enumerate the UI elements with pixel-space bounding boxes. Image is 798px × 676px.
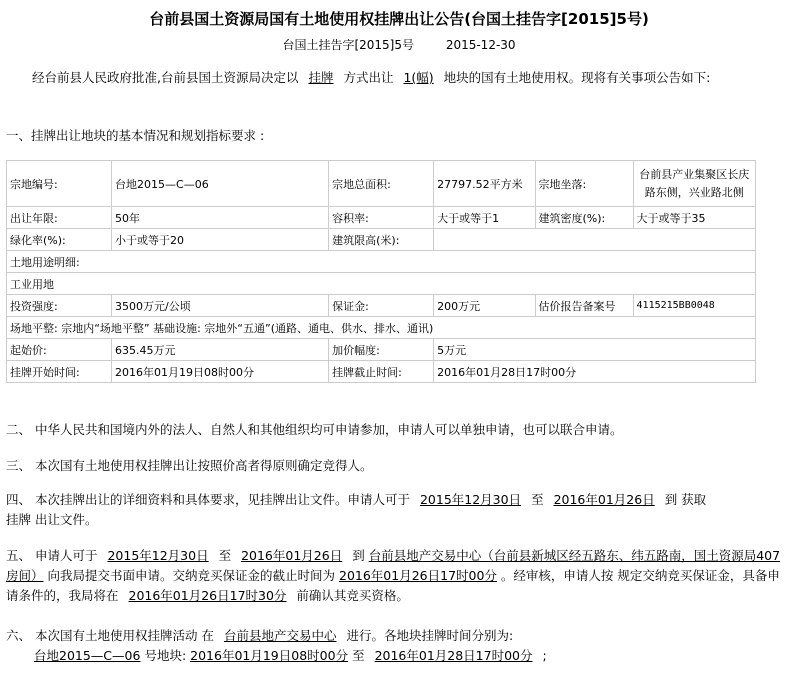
table-cell: 投资强度:: [7, 295, 112, 317]
table-cell: 台前县产业集聚区长庆路东侧，兴业路北侧: [633, 161, 755, 207]
table-cell: 挂牌截止时间:: [329, 361, 434, 383]
table-row: [7, 251, 756, 273]
s5-text: 向我局提交书面申请。交纳竞买保证金的截止时间为: [47, 568, 336, 583]
table-row: [7, 207, 756, 229]
table-cell: 土地用途明细:: [7, 251, 756, 273]
s4-end-date[interactable]: 2016年01月26日: [553, 492, 655, 507]
table-cell: 宗地总面积:: [329, 161, 434, 207]
table-cell: 台地2015—C—06: [112, 161, 329, 207]
section-3: 三、 本次国有土地使用权挂牌出让按照价高者得原则确定竞得人。: [6, 458, 373, 473]
table-cell: 绿化率(%):: [7, 229, 112, 251]
table-cell: 宗地编号:: [7, 161, 112, 207]
table-cell: 加价幅度:: [329, 339, 434, 361]
s5-text: 。经审核，申请人按: [500, 568, 614, 583]
s6-start-time[interactable]: 2016年01月19日08时00分: [190, 648, 349, 663]
table-cell: [434, 229, 756, 251]
doc-meta: [0, 36, 798, 53]
table-cell: 宗地坐落:: [535, 161, 633, 207]
s4-text: 四、 本次挂牌出让的详细资料和具体要求，见挂牌出让文件。申请人可于: [6, 492, 410, 507]
s5-end-date[interactable]: 2016年01月26日: [241, 548, 343, 563]
s5-deadline[interactable]: 2016年01月26日17时00分: [339, 568, 497, 583]
table-cell: 容积率:: [329, 207, 434, 229]
parcel-table: [6, 160, 756, 383]
table-cell: 大于或等于1: [434, 207, 535, 229]
doc-date: 2015-12-30: [445, 38, 516, 52]
s5-confirm-time[interactable]: 2016年01月26日17时30分: [128, 588, 287, 603]
s4-text: 至: [531, 492, 544, 507]
section-1-heading: 一、挂牌出让地块的基本情况和规划指标要求 :: [6, 128, 265, 143]
table-row: [7, 295, 756, 317]
s5-text: 规定交纳竞买保证金，具备申请条件的，我局将在: [6, 568, 780, 603]
s5-place[interactable]: 台前县地产交易中心（台前县新城区经五路东、纬五路南，国土资源局407房间）: [6, 548, 781, 583]
table-cell: 估价报告备案号: [535, 295, 633, 317]
table-row: [7, 229, 756, 251]
table-cell: 5万元: [434, 339, 756, 361]
table-cell: 27797.52平方米: [434, 161, 535, 207]
table-cell: 建筑密度(%):: [535, 207, 633, 229]
s4-text: 挂牌 出让文件。: [6, 512, 98, 527]
table-row: [7, 317, 756, 339]
intro-paragraph: [6, 68, 792, 88]
s5-text: 前确认其竞买资格。: [296, 588, 409, 603]
table-cell: 635.45万元: [112, 339, 329, 361]
s6-text: 进行。各地块挂牌时间分别为:: [346, 628, 514, 643]
s5-text: 至: [218, 548, 232, 563]
s4-text: 到 获取: [664, 492, 707, 507]
s5-text: 五、 申请人可于: [6, 548, 98, 563]
s6-text: 号地块:: [144, 648, 187, 663]
s4-start-date[interactable]: 2015年12月30日: [419, 492, 522, 507]
table-row: [7, 339, 756, 361]
table-row: [7, 273, 756, 295]
table-cell: 出让年限:: [7, 207, 112, 229]
table-cell: 小于或等于20: [112, 229, 329, 251]
section-6: [6, 626, 792, 666]
intro-text: 方式出让: [343, 70, 394, 85]
table-cell: 4115215BB0048: [633, 295, 755, 317]
s6-text: 至: [352, 648, 365, 663]
page-title: 台前县国土资源局国有土地使用权挂牌出让公告(台国土挂告字[2015]5号): [149, 10, 649, 28]
section-2: 二、 中华人民共和国境内外的法人、自然人和其他组织均可申请参加，申请人可以单独申请，也可以联合申请。: [6, 422, 623, 437]
table-row: [7, 161, 756, 207]
s5-start-date[interactable]: 2015年12月30日: [107, 548, 209, 563]
method-link[interactable]: 挂牌: [308, 70, 334, 85]
table-cell: 200万元: [434, 295, 535, 317]
table-cell: 2016年01月19日08时00分: [112, 361, 329, 383]
s6-text: 六、 本次国有土地使用权挂牌活动 在: [6, 628, 214, 643]
table-cell: 2016年01月28日17时00分: [434, 361, 756, 383]
section-4: [6, 490, 792, 530]
table-cell: 场地平整: 宗地内“场地平整” 基础设施: 宗地外“五通”(通路、通电、供水、排水、通讯): [7, 317, 756, 339]
doc-number: 台国土挂告字[2015]5号: [282, 38, 414, 52]
table-cell: 3500万元/公顷: [112, 295, 329, 317]
table-cell: 起始价:: [7, 339, 112, 361]
table-cell: 保证金:: [329, 295, 434, 317]
table-cell: 建筑限高(米):: [329, 229, 434, 251]
table-row: [7, 361, 756, 383]
table-cell: 50年: [112, 207, 329, 229]
s5-text: 到: [352, 548, 365, 563]
s6-place[interactable]: 台前县地产交易中心: [223, 628, 337, 643]
s6-text: ;: [542, 648, 547, 663]
table-cell: 大于或等于35: [633, 207, 755, 229]
intro-text: 地块的国有土地使用权。现将有关事项公告如下:: [443, 70, 711, 85]
section-5: [6, 546, 792, 606]
table-cell: 挂牌开始时间:: [7, 361, 112, 383]
count-link[interactable]: 1(幅): [403, 70, 434, 85]
table-cell: 工业用地: [7, 273, 756, 295]
intro-text: 经台前县人民政府批准,台前县国土资源局决定以: [32, 70, 299, 85]
s6-end-time[interactable]: 2016年01月28日17时00分: [374, 648, 533, 663]
s6-parcel[interactable]: 台地2015—C—06: [34, 648, 141, 663]
